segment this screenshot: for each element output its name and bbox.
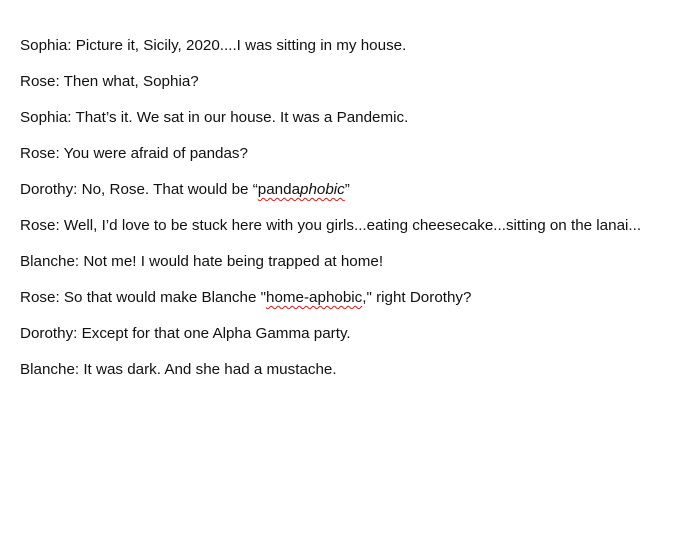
dialogue-line-1: Sophia: Picture it, Sicily, 2020....I was sitting in my house. (20, 37, 407, 54)
misspelled-word-pandaphobic[interactable] (258, 181, 345, 198)
pandaphobic-plain-part: panda (257, 181, 301, 198)
dialogue-line-10: Blanche: It was dark. And she had a mustache. (20, 361, 337, 378)
dialogue-line-5-suffix: ” (344, 181, 350, 198)
dialogue-line-4: Rose: You were afraid of pandas? (20, 145, 248, 162)
dialogue-line-8-prefix: Rose: So that would make Blanche " (20, 289, 266, 306)
pandaphobic-italic-part: phobic (300, 181, 345, 198)
dialogue-line-9: Dorothy: Except for that one Alpha Gamma party. (20, 325, 351, 342)
dialogue-line-7: Blanche: Not me! I would hate being trapped at home! (20, 253, 384, 270)
dialogue-line-6: Rose: Well, I’d love to be stuck here with you girls...eating cheesecake...sitting on the lanai... (20, 217, 642, 234)
dialogue-line-3: Sophia: That’s it. We sat in our house. It was a Pandemic. (20, 109, 409, 126)
dialogue-line-8 (20, 289, 690, 307)
misspelled-word-home-aphobic[interactable]: home-aphobic (266, 289, 363, 306)
dialogue-line-5-prefix: Dorothy: No, Rose. That would be “ (20, 181, 258, 198)
dialogue-line-2: Rose: Then what, Sophia? (20, 73, 199, 90)
dialogue-line-8-suffix: ," right Dorothy? (362, 289, 472, 306)
dialogue-line-5 (20, 181, 690, 199)
